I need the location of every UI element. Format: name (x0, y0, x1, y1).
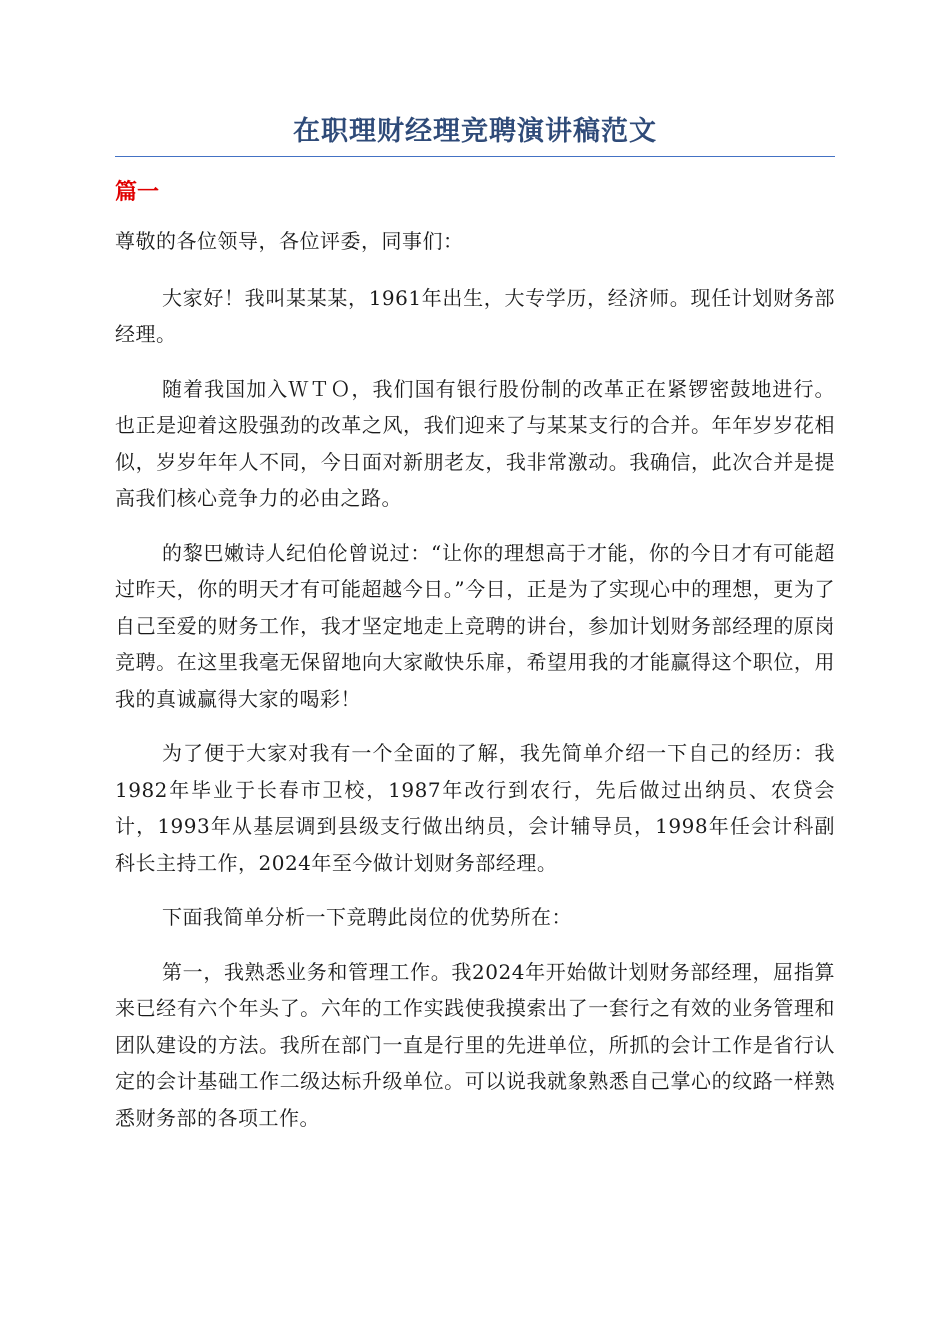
salutation-paragraph: 尊敬的各位领导，各位评委，同事们： (115, 229, 464, 253)
title-underline (115, 156, 835, 157)
body-paragraph: 随着我国加入ＷＴＯ，我们国有银行股份制的改革正在紧锣密鼓地进行。也正是迎着这股强劲的改革之风，我们迎来了与某某支行的合并。年年岁岁花相似，岁岁年年人不同，今日面对新朋老友，我非常激动。我确信，此次合并是提高我们核心竞争力的必由之路。 (115, 376, 835, 510)
body-paragraph: 下面我简单分析一下竞聘此岗位的优势所在： (162, 905, 572, 929)
document-page (115, 112, 835, 1154)
body-paragraph: 第一，我熟悉业务和管理工作。我2024年开始做计划财务部经理，屈指算来已经有六个年头了。六年的工作实践使我摸索出了一套行之有效的业务管理和团队建设的方法。我所在部门一直是行里的先进单位，所抓的会计工作是省行认定的会计基础工作二级达标升级单位。可以说我就象熟悉自己掌心的纹路一样熟悉财务部的各项工作。 (115, 959, 835, 1130)
body-paragraph: 为了便于大家对我有一个全面的了解，我先简单介绍一下自己的经历：我1982年毕业于长春市卫校，1987年改行到农行，先后做过出纳员、农贷会计，1993年从基层调到县级支行做出纳员，会计辅导员，1998年任会计科副科长主持工作，2024年至今做计划财务部经理。 (115, 741, 835, 875)
document-title: 在职理财经理竞聘演讲稿范文 (293, 116, 657, 147)
body-paragraph: 的黎巴嫩诗人纪伯伦曾说过：“让你的理想高于才能，你的今日才有可能超过昨天，你的明天才有可能超越今日。”今日，正是为了实现心中的理想，更为了自己至爱的财务工作，我才坚定地走上竞聘的讲台，参加计划财务部经理的原岗竞聘。在这里我毫无保留地向大家敞快乐扉，希望用我的才能赢得这个职位，用我的真诚赢得大家的喝彩！ (115, 540, 835, 711)
body-paragraph: 大家好！我叫某某某，1961年出生，大专学历，经济师。现任计划财务部经理。 (115, 285, 835, 346)
section-heading: 篇一 (115, 180, 160, 205)
